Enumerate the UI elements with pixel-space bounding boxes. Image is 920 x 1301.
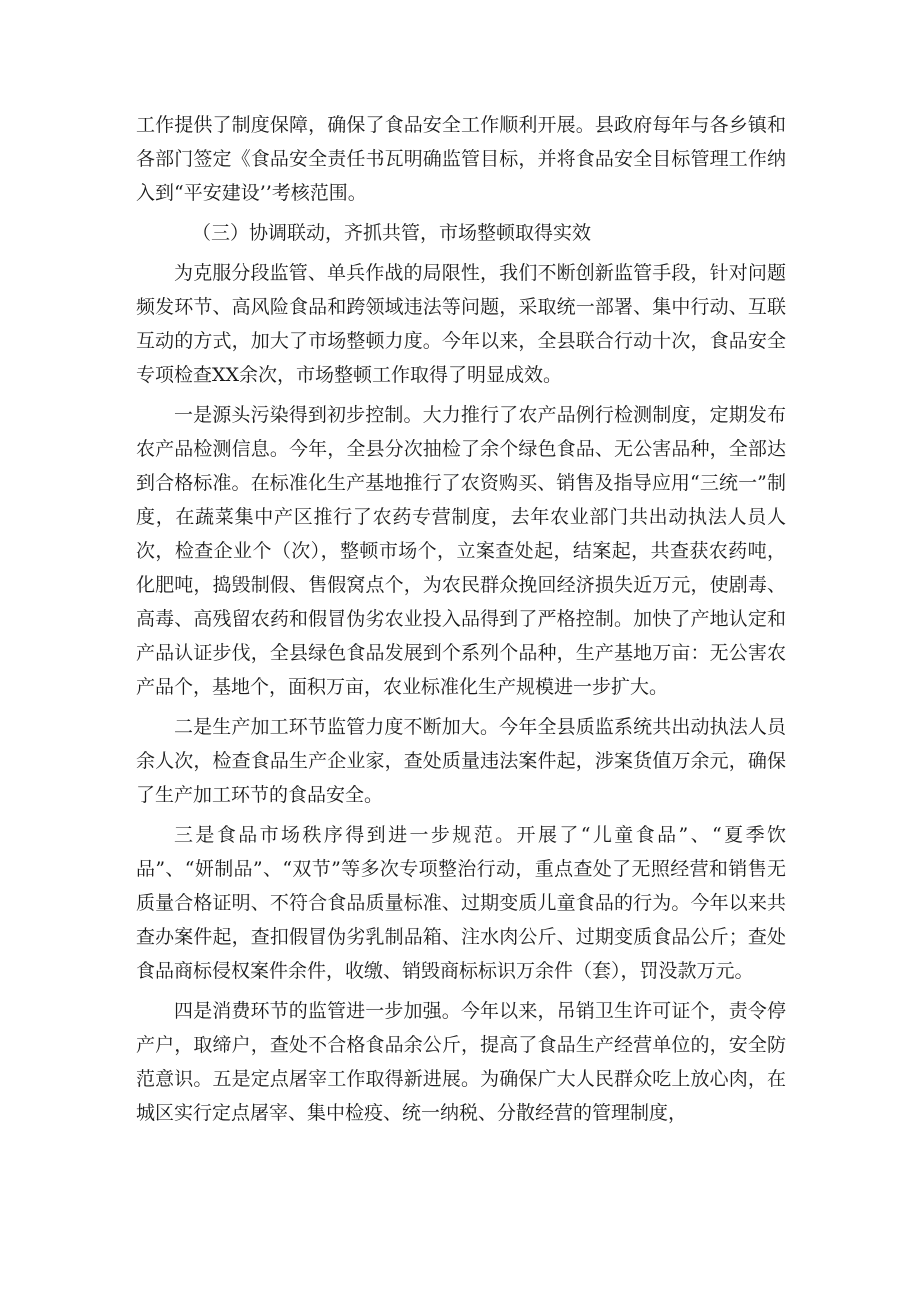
paragraph-market-order: 三是食品市场秩序得到进一步规范。开展了“儿童食品”、“夏季饮品”、“妍制品”、“双节”等多次专项整治行动，重点查处了无照经营和销售无质量合格证明、不符合食品质量标准、过期变质儿童食品的行为。今年以来共查办案件起，查扣假冒伪劣乳制品箱、注水肉公斤、过期变质食品公斤；查处食品商标侵权案件余件，收缴、销毁商标标识万余件（套），罚没款万元。 — [136, 824, 786, 982]
paragraph-source-pollution: 一是源头污染得到初步控制。大力推行了农产品例行检测制度，定期发布农产品检测信息。今年，全县分次抽检了余个绿色食品、无公害品种，全部达到合格标准。在标准化生产基地推行了农资购买、销售及指导应用“三统一”制度，在蔬菜集中产区推行了农药专营制度，去年农业部门共出动执法人员人次，检查企业个（次），整顿市场个，立案查处起，结案起，共查获农药吨，化肥吨，捣毁制假、售假窝点个，为农民群众挽回经济损失近万元，使剧毒、高毒、高残留农药和假冒伪劣农业投入品得到了严格控制。加快了产地认定和产品认证步伐，全县绿色食品发展到个系列个品种，生产基地万亩：无公害农产品个，基地个，面积万亩，农业标准化生产规模进一步扩大。 — [136, 404, 786, 698]
paragraph-production-supervision: 二是生产加工环节监管力度不断加大。今年全县质监系统共出动执法人员余人次，检查食品生产企业家，查处质量违法案件起，涉案货值万余元，确保了生产加工环节的食品安全。 — [136, 716, 786, 806]
paragraph-responsibility: 工作提供了制度保障，确保了食品安全工作顺利开展。县政府每年与各乡镇和各部门签定《食品安全责任书瓦明确监管目标，并将食品安全目标管理工作纳入到“平安建设’’考核范围。 — [136, 114, 786, 204]
paragraph-consumption-supervision: 四是消费环节的监管进一步加强。今年以来，吊销卫生许可证个，责令停产户，取缔户，查处不合格食品余公斤，提高了食品生产经营单位的，安全防范意识。五是定点屠宰工作取得新进展。为确保广大人民群众吃上放心肉，在城区实行定点屠宰、集中检疫、统一纳税、分散经营的管理制度， — [136, 1000, 786, 1124]
section-heading-3: （三）协调联动，齐抓共管，市场整顿取得实效 — [192, 222, 592, 244]
document-body — [136, 108, 786, 1130]
paragraph-market-rectification: 为克服分段监管、单兵作战的局限性，我们不断创新监管手段，针对问题频发环节、高风险食品和跨领域违法等问题，采取统一部署、集中行动、互联互动的方式，加大了市场整顿力度。今年以来，全县联合行动十次，食品安全专项检查XX余次，市场整顿工作取得了明显成效。 — [136, 262, 786, 386]
